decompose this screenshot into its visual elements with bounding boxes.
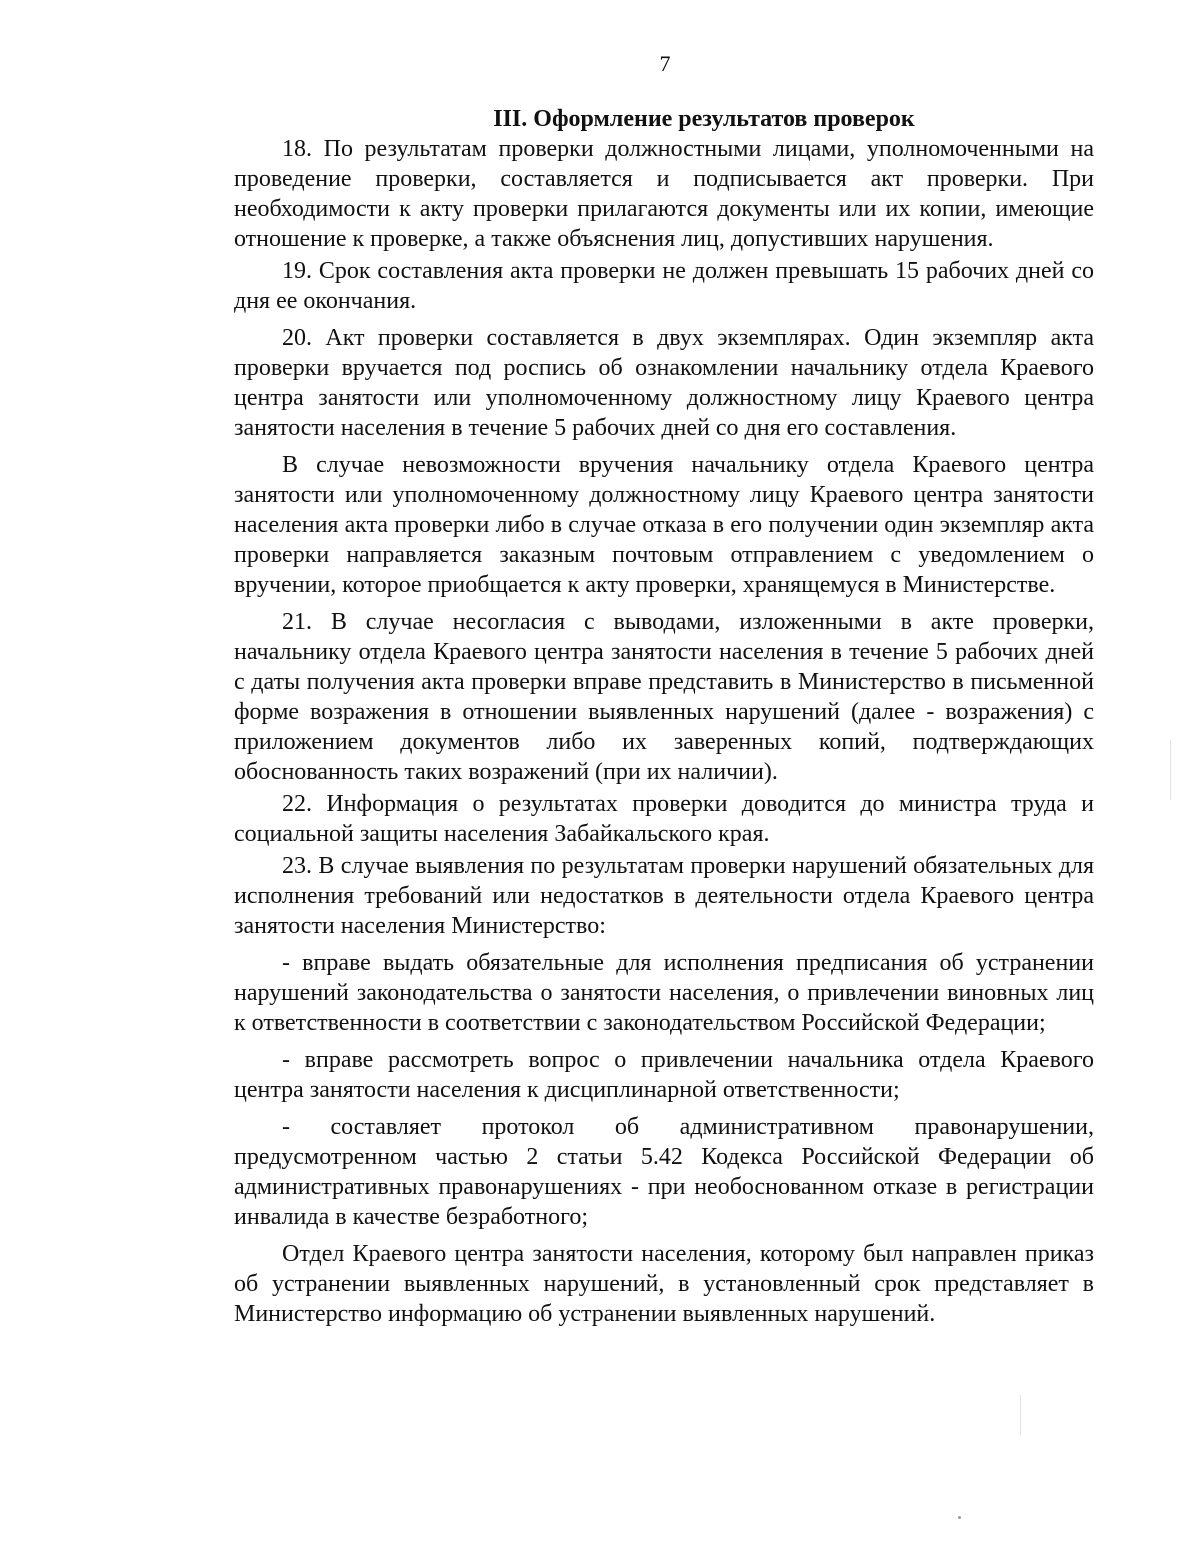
paragraph-20: 20. Акт проверки составляется в двух экземплярах. Один экземпляр акта проверки вручается под роспись об ознакомлении начальнику отдела Краевого центра занятости или уполномоченному должностному лицу Краевого центра занятости населения в течение 5 рабочих дней со дня его составления. bbox=[234, 325, 1094, 441]
scan-artifact-line bbox=[1170, 740, 1171, 800]
list-item-order: - вправе выдать обязательные для исполнения предписания об устранении нарушений законодательства о занятости населения, о привлечении виновных лиц к ответственности в соответствии с законодательством Российской Федерации; bbox=[234, 950, 1094, 1036]
paragraph-19: 19. Срок составления акта проверки не должен превышать 15 рабочих дней со дня ее окончания. bbox=[234, 258, 1094, 314]
list-item-discipline: - вправе рассмотреть вопрос о привлечении начальника отдела Краевого центра занятости населения к дисциплинарной ответственности; bbox=[234, 1047, 1094, 1103]
paragraph-23: 23. В случае выявления по результатам проверки нарушений обязательных для исполнения требований или недостатков в деятельности отдела Краевого центра занятости населения Министерство: bbox=[234, 853, 1094, 939]
paragraph-21: 21. В случае несогласия с выводами, изложенными в акте проверки, начальнику отдела Краевого центра занятости населения в течение 5 рабочих дней с даты получения акта проверки вправе представить в Министерство в письменной форме возражения в отношении выявленных нарушений (далее - возражения) с приложением документов либо их заверенных копий, подтверждающих обоснованность таких возражений (при их наличии). bbox=[234, 609, 1094, 785]
paragraph-final: Отдел Краевого центра занятости населения, которому был направлен приказ об устранении выявленных нарушений, в установленный срок представляет в Министерство информацию об устранении выявленных нарушений. bbox=[234, 1241, 1094, 1327]
section-title: III. Оформление результатов проверок bbox=[493, 106, 915, 132]
document-body bbox=[234, 104, 1094, 1336]
paragraph-20-continued: В случае невозможности вручения начальнику отдела Краевого центра занятости или уполномоченному должностному лицу Краевого центра занятости населения акта проверки либо в случае отказа в его получении один экземпляр акта проверки направляется заказным почтовым отправлением с уведомлением о вручении, которое приобщается к акту проверки, хранящемуся в Министерстве. bbox=[234, 452, 1094, 598]
scan-artifact-line bbox=[1020, 1395, 1021, 1435]
scan-artifact-speck bbox=[958, 1516, 961, 1519]
list-item-protocol: - составляет протокол об административном правонарушении, предусмотренном частью 2 статьи 5.42 Кодекса Российской Федерации об административных правонарушениях - при необоснованном отказе в регистрации инвалида в качестве безработного; bbox=[234, 1114, 1094, 1230]
paragraph-22: 22. Информация о результатах проверки доводится до министра труда и социальной защиты населения Забайкальского края. bbox=[234, 791, 1094, 847]
page-number: 7 bbox=[659, 51, 671, 76]
paragraph-18: 18. По результатам проверки должностными лицами, уполномоченными на проведение проверки, составляется и подписывается акт проверки. При необходимости к акту проверки прилагаются документы или их копии, имеющие отношение к проверке, а также объяснения лиц, допустивших нарушения. bbox=[234, 136, 1094, 252]
